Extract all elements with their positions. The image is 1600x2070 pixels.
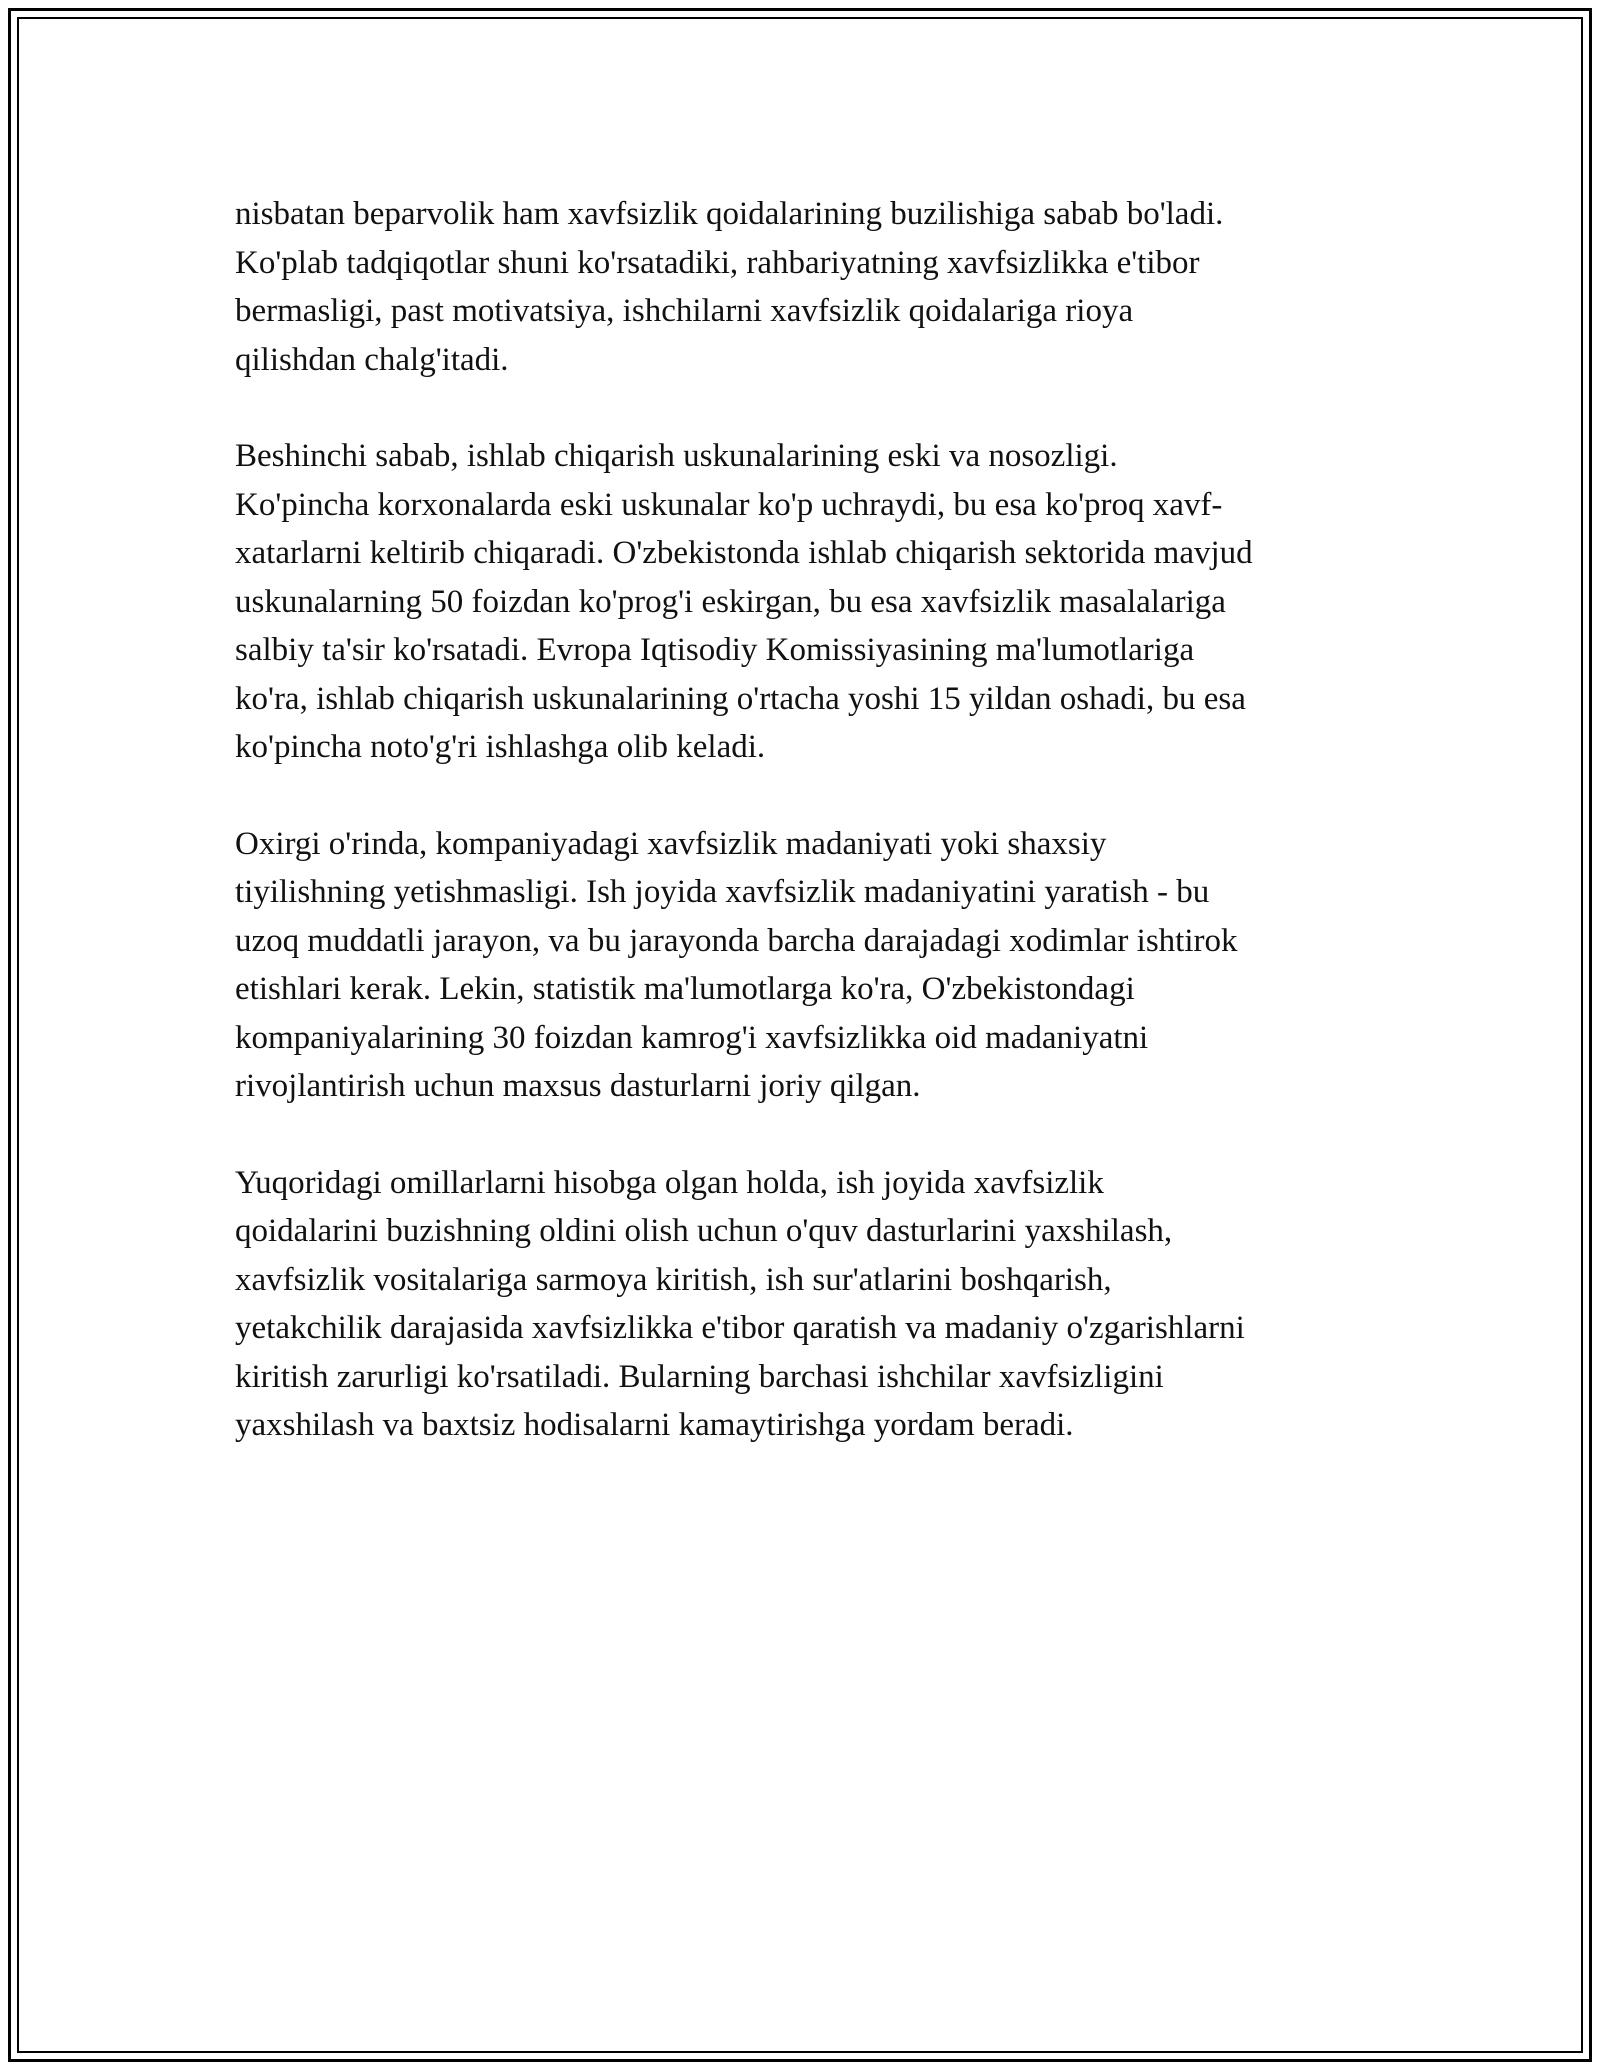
text-line: rivojlantirish uchun maxsus dasturlarni joriy qilgan. <box>235 1068 921 1104</box>
document-body <box>235 190 1385 1498</box>
text-line: bermasligi, past motivatsiya, ishchilarni xavfsizlik qoidalariga rioya <box>235 293 1134 329</box>
text-line: Beshinchi sabab, ishlab chiqarish uskunalarining eski va nosozligi. <box>235 438 1118 474</box>
text-line: Oxirgi o'rinda, kompaniyadagi xavfsizlik madaniyati yoki shaxsiy <box>235 825 1107 862</box>
paragraph-2 <box>235 432 1385 772</box>
text-line: nisbatan beparvolik ham xavfsizlik qoidalarining buzilishiga sabab bo'ladi. <box>235 196 1224 232</box>
text-line: yetakchilik darajasida xavfsizlikka e'tibor qaratish va madaniy o'zgarishlarni <box>235 1310 1245 1346</box>
text-line: etishlari kerak. Lekin, statistik ma'lumotlarga ko'ra, O'zbekistondagi <box>235 971 1135 1007</box>
text-line: xatarlarni keltirib chiqaradi. O'zbekistonda ishlab chiqarish sektorida mavjud <box>235 535 1253 571</box>
text-line: salbiy ta'sir ko'rsatadi. Evropa Iqtisodiy Komissiyasining ma'lumotlariga <box>235 632 1195 668</box>
text-line: Ko'plab tadqiqotlar shuni ko'rsatadiki, rahbariyatning xavfsizlikka e'tibor <box>235 244 1200 281</box>
text-line: ko'pincha noto'g'ri ishlashga olib keladi. <box>235 729 766 765</box>
text-line: qoidalarini buzishning oldini olish uchun o'quv dasturlarini yaxshilash, <box>235 1213 1173 1249</box>
paragraph-3 <box>235 820 1385 1111</box>
text-line: xavfsizlik vositalariga sarmoya kiritish, ish sur'atlarini boshqarish, <box>235 1261 1112 1298</box>
text-line: tiyilishning yetishmasligi. Ish joyida xavfsizlik madaniyatini yaratish - bu <box>235 874 1210 910</box>
text-line: ko'ra, ishlab chiqarish uskunalarining o'rtacha yoshi 15 yildan oshadi, bu esa <box>235 680 1246 717</box>
text-line: kompaniyalarining 30 foizdan kamrog'i xavfsizlikka oid madaniyatni <box>235 1019 1149 1056</box>
text-line: uskunalarning 50 foizdan ko'prog'i eskirgan, bu esa xavfsizlik masalalariga <box>235 583 1226 620</box>
text-line: Ko'pincha korxonalarda eski uskunalar ko'p uchraydi, bu esa ko'proq xavf- <box>235 486 1223 523</box>
text-line: uzoq muddatli jarayon, va bu jarayonda barcha darajadagi xodimlar ishtirok <box>235 922 1238 959</box>
text-line: Yuqoridagi omillarlarni hisobga olgan holda, ish joyida xavfsizlik <box>235 1164 1104 1201</box>
paragraph-1 <box>235 190 1385 384</box>
text-line: kiritish zarurligi ko'rsatiladi. Bularning barchasi ishchilar xavfsizligini <box>235 1358 1164 1395</box>
paragraph-4 <box>235 1159 1385 1450</box>
text-line: qilishdan chalg'itadi. <box>235 341 509 378</box>
text-line: yaxshilash va baxtsiz hodisalarni kamaytirishga yordam beradi. <box>235 1407 1074 1443</box>
